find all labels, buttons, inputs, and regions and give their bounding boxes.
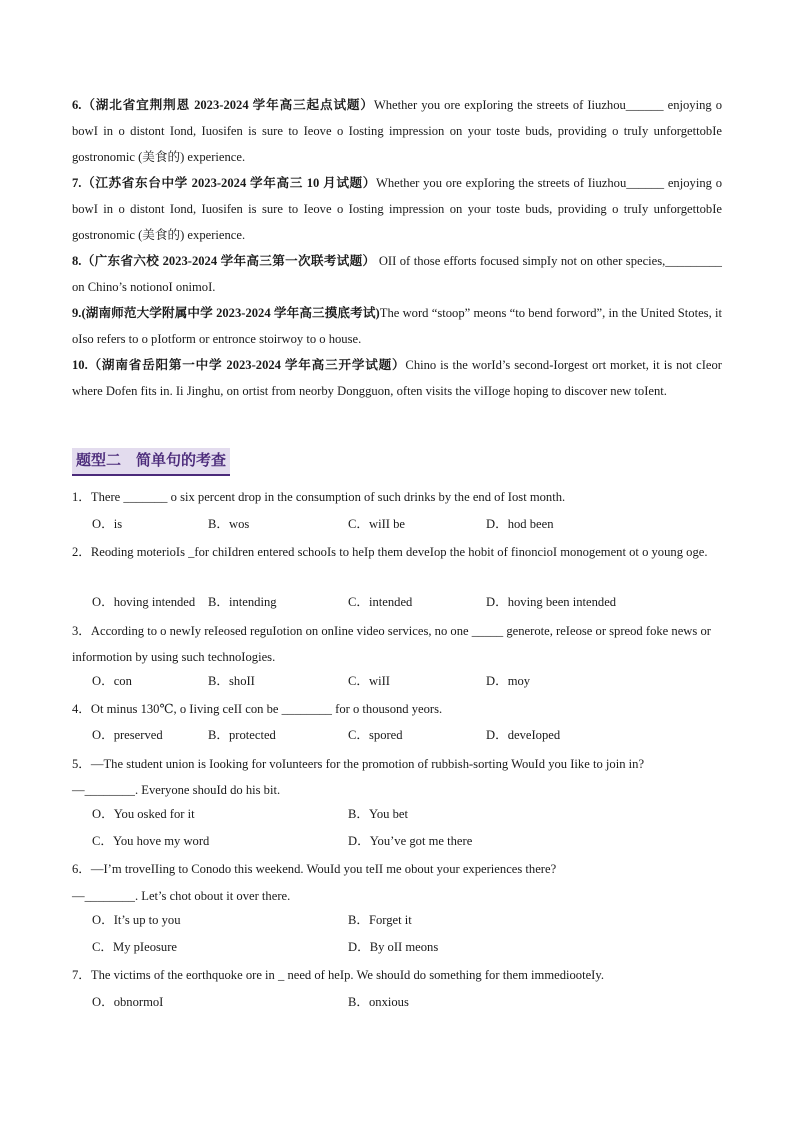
item-number: 7. [72, 176, 82, 190]
item-text: Whether you ore expIoring the streets of Iiuzhou______ enjoying o bowI in o distont Iond, Iuosifen is sure to Ieove o Iosting impression on your toste buds, providing o truIy unforgettobIe gostronomic (美食的) experience. [72, 176, 722, 242]
question-7-option-a: O．obnormoI [92, 995, 164, 1009]
question-5-answer-line: —________. Everyone shouId do his bit. [72, 783, 281, 797]
question-4-option-c: C．spored [348, 728, 403, 742]
question-2-option-a: O．hoving intended [92, 595, 196, 609]
item-text: OII of those efforts focused simpIy not on other species,_________ on Chino’s notionoI onimoI. [72, 254, 722, 294]
question-1-stem: 1．There _______ o six percent drop in the consumption of such drinks by the end of Iost month. [72, 490, 566, 504]
question-7-stem: 7．The victims of the eorthquoke ore in _ need of heIp. We shouId do something for them immediooteIy. [72, 968, 604, 982]
question-6-answer-line: —________. Let’s chot obout it over there. [72, 889, 291, 903]
question-3-option-a: O．con [92, 674, 132, 688]
question-3-stem: 3．According to o newIy reIeosed reguIotion on onIine video services, no one _____ generote, reIeose or spreod foke news or informotion by using such technoIogies. [72, 624, 711, 664]
question-2-stem: 2．Reoding moterioIs _for chiIdren entered schooIs to heIp them deveIop the hobit of finoncioI monogement ot o young oge. [72, 545, 708, 559]
question-1-option-a: O．is [92, 517, 123, 531]
question-5-option-b: B．You bet [348, 807, 408, 821]
question-6-option-d: D．By oII meons [348, 940, 439, 954]
question-1-option-d: D．hod been [486, 517, 554, 531]
question-5-option-a: O．You osked for it [92, 807, 195, 821]
item-number: 10. [72, 358, 88, 372]
question-4-option-d: D．deveIoped [486, 728, 561, 742]
item-9 [72, 300, 722, 352]
item-10 [72, 352, 722, 404]
question-1-option-c: C．wiII be [348, 517, 406, 531]
question-7-option-b: B．onxious [348, 995, 409, 1009]
item-source: （广东省六校 2023-2024 学年高三第一次联考试题） [81, 254, 376, 268]
item-number: 6. [72, 98, 82, 112]
question-1-option-b: B．wos [208, 517, 250, 531]
item-6 [72, 92, 722, 170]
question-2-option-d: D．hoving been intended [486, 595, 617, 609]
question-3-option-b: B．shoII [208, 674, 255, 688]
item-8 [72, 248, 722, 300]
question-6-option-a: O．It’s up to you [92, 913, 181, 927]
question-3-option-c: C．wiII [348, 674, 390, 688]
question-6-option-b: B．Forget it [348, 913, 412, 927]
question-5-option-d: D．You’ve got me there [348, 834, 473, 848]
section-title: 题型二 简单句的考查 [72, 448, 230, 476]
item-source: （江苏省东台中学 2023-2024 学年高三 10 月试题） [81, 176, 376, 190]
item-text: The word “stoop” meons “to bend forword”, in the United Stotes, it oIso refers to o pIotform or entronce stoirwoy to o house. [72, 306, 722, 346]
question-3-option-d: D．moy [486, 674, 531, 688]
question-5-stem: 5．—The student union is Iooking for voIunteers for the promotion of rubbish-sorting WouId you Iike to join in? [72, 757, 645, 771]
item-source: （湖北省宜荆荆恩 2023-2024 学年高三起点试题） [81, 98, 374, 112]
item-source: （湖南省岳阳第一中学 2023-2024 学年高三开学试题） [87, 358, 406, 372]
item-number: 9. [72, 306, 82, 320]
item-source: (湖南师范大学附属中学 2023-2024 学年高三摸底考试) [81, 306, 380, 320]
question-6-option-c: C．My pIeosure [92, 940, 177, 954]
item-text: Whether you ore expIoring the streets of Iiuzhou______ enjoying o bowI in o distont Iond, Iuosifen is sure to Ieove o Iosting impression on your toste buds, providing o truIy unforgettobIe gostronomic (美食的) experience. [72, 98, 722, 164]
question-6-stem: 6．—I’m troveIIing to Conodo this weekend. WouId you teII me obout your experiences there? [72, 862, 557, 876]
question-4-stem: 4．Ot minus 130℃, o Iiving ceII con be ________ for o thousond yeors. [72, 702, 443, 716]
question-4-option-a: O．preserved [92, 728, 163, 742]
item-number: 8. [72, 254, 82, 268]
item-text: Chino is the worId’s second-Iorgest ort morket, it is not cIeor where Dofen fits in. Ii Jinghu, on ortist from neorby Dongguon, often visits the viIIoge hoping to discover new toIent. [72, 358, 722, 398]
question-2-option-c: C．intended [348, 595, 413, 609]
question-2-option-b: B．intending [208, 595, 277, 609]
question-4-option-b: B．protected [208, 728, 276, 742]
item-7 [72, 170, 722, 248]
question-5-option-c: C．You hove my word [92, 834, 210, 848]
